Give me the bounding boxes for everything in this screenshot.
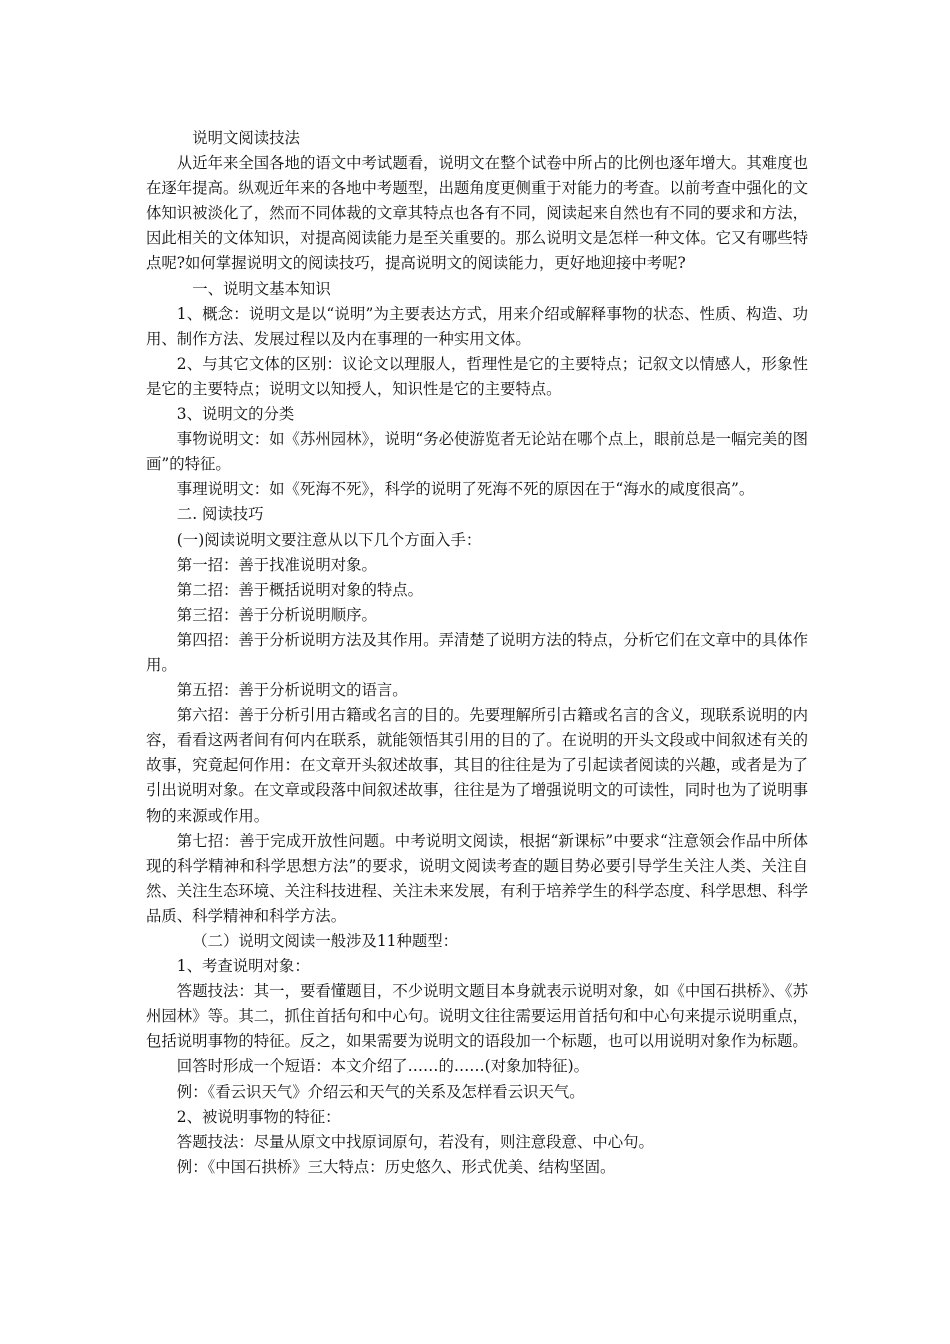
question-type-2-technique: 答题技法：尽量从原文中找原词原句，若没有，则注意段意、中心句。 — [176, 1132, 654, 1151]
document-body — [146, 126, 808, 1180]
tip-5: 第五招：善于分析说明文的语言。 — [176, 681, 408, 700]
paragraph-difference: 2、与其它文体的区别：议论文以理服人，哲理性是它的主要特点；记叙文以情感人，形象性是它的主要特点；说明文以知授人，知识性是它的主要特点。 — [146, 354, 808, 398]
question-type-1-example: 例：《看云识天气》介绍云和天气的关系及怎样看云识天气。 — [176, 1082, 585, 1101]
question-type-1-technique: 答题技法：其一，要看懂题目，不少说明文题目本身就表示说明对象，如《中国石拱桥》、《苏州园林》等。其二，抓住首括句和中心句。说明文往往需要运用首括句和中心句来提示说明重点，包括说明事物的特征。反之，如果需要为说明文的语段加一个标题，也可以用说明对象作为标题。 — [146, 982, 808, 1051]
tip-7: 第七招：善于完成开放性问题。中考说明文阅读，根据“新课标”中要求“注意领会作品中所体现的科学精神和科学思想方法”的要求，说明文阅读考查的题目势必要引导学生关注人类、关注自然、关注生态环境、关注科技进程、关注未来发展，有利于培养学生的科学态度、科学思想、科学品质、科学精神和科学方法。 — [146, 831, 808, 925]
paragraph-classification: 3、说明文的分类 — [176, 405, 295, 424]
question-type-1-answer-form: 回答时形成一个短语：本文介绍了……的……(对象加特征)。 — [176, 1057, 589, 1076]
subsection-heading-aspects: (一)阅读说明文要注意从以下几个方面入手： — [176, 530, 482, 549]
question-type-2-heading: 2、被说明事物的特征： — [176, 1107, 341, 1126]
intro-paragraph: 从近年来全国各地的语文中考试题看，说明文在整个试卷中所占的比例也逐年增大。其难度也在逐年提高。纵观近年来的各地中考题型，出题角度更侧重于对能力的考查。以前考查中强化的文体知识被淡化了，然而不同体裁的文章其特点也各有不同，阅读起来自然也有不同的要求和方法，因此相关的文体知识，对提高阅读能力是至关重要的。那么说明文是怎样一种文体。它又有哪些特点呢?如何掌握说明文的阅读技巧，提高说明文的阅读能力，更好地迎接中考呢? — [146, 154, 808, 273]
question-type-2-example: 例：《中国石拱桥》三大特点：历史悠久、形式优美、结构坚固。 — [176, 1157, 616, 1176]
document-title: 说明文阅读技法 — [192, 129, 300, 147]
section-heading-basics: 一、说明文基本知识 — [192, 279, 331, 298]
paragraph-concept: 1、概念：说明文是以“说明”为主要表达方式，用来介绍或解释事物的状态、性质、构造、功用、制作方法、发展过程以及内在事理的一种实用文体。 — [146, 304, 808, 348]
subsection-heading-question-types: （二）说明文阅读一般涉及11种题型： — [192, 932, 459, 950]
tip-3: 第三招：善于分析说明顺序。 — [176, 605, 377, 624]
paragraph-reason-exposition: 事理说明文：如《死海不死》，科学的说明了死海不死的原因在于“海水的咸度很高”。 — [176, 480, 755, 499]
question-type-1-heading: 1、考查说明对象： — [176, 957, 310, 976]
tip-4: 第四招：善于分析说明方法及其作用。弄清楚了说明方法的特点，分析它们在文章中的具体作用。 — [146, 630, 808, 674]
tip-6: 第六招：善于分析引用古籍或名言的目的。先要理解所引古籍或名言的含义，现联系说明的内容，看看这两者间有何内在联系，就能领悟其引用的目的了。在说明的开头文段或中间叙述有关的故事，究竟起何作用：在文章开头叙述故事，其目的往往是为了引起读者阅读的兴趣，或者是为了引出说明对象。在文章或段落中间叙述故事，往往是为了增强说明文的可读性，同时也为了说明事物的来源或作用。 — [146, 706, 808, 825]
tip-1: 第一招：善于找准说明对象。 — [176, 555, 377, 574]
section-heading-skills: 二. 阅读技巧 — [176, 505, 264, 524]
tip-2: 第二招：善于概括说明对象的特点。 — [176, 580, 424, 599]
paragraph-thing-exposition: 事物说明文：如《苏州园林》，说明“务必使游览者无论站在哪个点上，眼前总是一幅完美的图画”的特征。 — [146, 430, 808, 474]
